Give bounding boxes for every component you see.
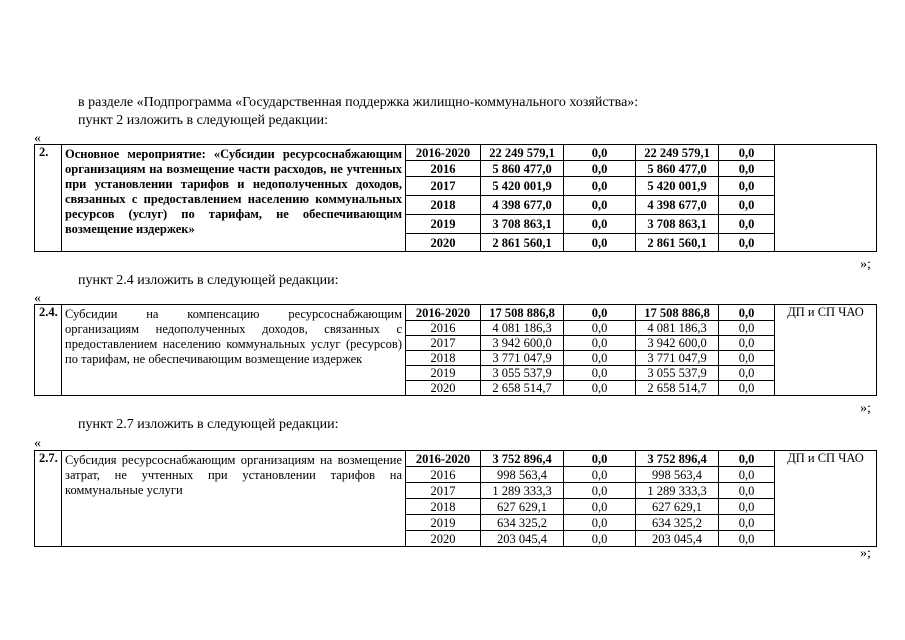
value-cell: 0,0 <box>719 381 775 396</box>
total-cell: 203 045,4 <box>481 531 564 547</box>
item-description: Основное мероприятие: «Субсидии ресурсоснабжающим организациям на возмещение части расходов, не учтенных при установлении тарифов и недополученных доходов, связанных с предоставлением населению коммунальных ресурсов (услуг) по тарифам, не обеспечивающим возмещение издержек» <box>62 145 406 252</box>
year-cell: 2020 <box>406 531 481 547</box>
value-cell: 0,0 <box>719 321 775 336</box>
year-cell: 2018 <box>406 499 481 515</box>
value-cell: 0,0 <box>719 366 775 381</box>
value-cell: 998 563,4 <box>636 467 719 483</box>
year-cell: 2018 <box>406 196 481 215</box>
value-cell: 203 045,4 <box>636 531 719 547</box>
value-cell: 0,0 <box>719 161 775 177</box>
value-cell: 1 289 333,3 <box>636 483 719 499</box>
year-cell: 2020 <box>406 234 481 252</box>
total-cell: 2 861 560,1 <box>481 234 564 252</box>
table-row <box>35 305 877 321</box>
total-cell: 5 420 001,9 <box>481 177 564 196</box>
value-cell: 0,0 <box>719 305 775 321</box>
total-cell: 3 771 047,9 <box>481 351 564 366</box>
year-cell: 2016-2020 <box>406 145 481 161</box>
value-cell: 0,0 <box>564 196 636 215</box>
value-cell: 4 081 186,3 <box>636 321 719 336</box>
amendment-table-2-4 <box>34 304 877 396</box>
value-cell: 3 752 896,4 <box>636 451 719 467</box>
value-cell: 3 771 047,9 <box>636 351 719 366</box>
year-cell: 2017 <box>406 177 481 196</box>
value-cell: 627 629,1 <box>636 499 719 515</box>
value-cell: 0,0 <box>719 196 775 215</box>
total-cell: 4 398 677,0 <box>481 196 564 215</box>
value-cell: 2 658 514,7 <box>636 381 719 396</box>
value-cell: 0,0 <box>719 351 775 366</box>
year-cell: 2016 <box>406 467 481 483</box>
value-cell: 0,0 <box>564 177 636 196</box>
value-cell: 0,0 <box>564 215 636 234</box>
year-cell: 2019 <box>406 515 481 531</box>
value-cell: 5 860 477,0 <box>636 161 719 177</box>
value-cell: 0,0 <box>719 483 775 499</box>
value-cell: 0,0 <box>564 351 636 366</box>
value-cell: 0,0 <box>564 381 636 396</box>
item-description: Субсидия ресурсоснабжающим организациям на возмещение затрат, не учтенных при установлении тарифов на коммунальные услуги <box>62 451 406 547</box>
responsible-cell: ДП и СП ЧАО <box>775 451 877 547</box>
total-cell: 3 942 600,0 <box>481 336 564 351</box>
value-cell: 0,0 <box>564 366 636 381</box>
item-number: 2.7. <box>35 451 62 547</box>
total-cell: 22 249 579,1 <box>481 145 564 161</box>
year-cell: 2017 <box>406 483 481 499</box>
item-number: 2.4. <box>35 305 62 396</box>
total-cell: 3 752 896,4 <box>481 451 564 467</box>
value-cell: 5 420 001,9 <box>636 177 719 196</box>
year-cell: 2016 <box>406 321 481 336</box>
total-cell: 17 508 886,8 <box>481 305 564 321</box>
value-cell: 0,0 <box>564 161 636 177</box>
value-cell: 0,0 <box>564 145 636 161</box>
responsible-cell <box>775 145 877 252</box>
item-number: 2. <box>35 145 62 252</box>
total-cell: 2 658 514,7 <box>481 381 564 396</box>
value-cell: 0,0 <box>564 336 636 351</box>
total-cell: 4 081 186,3 <box>481 321 564 336</box>
section-heading: пункт 2 изложить в следующей редакции: <box>78 113 328 128</box>
value-cell: 0,0 <box>564 305 636 321</box>
value-cell: 0,0 <box>719 177 775 196</box>
value-cell: 634 325,2 <box>636 515 719 531</box>
value-cell: 3 942 600,0 <box>636 336 719 351</box>
item-description: Субсидии на компенсацию ресурсоснабжающим организациям недополученных доходов, связанных с предоставлением населению коммунальных услуг (ресурсов) по тарифам, не обеспечивающим возмещение издержек <box>62 305 406 396</box>
total-cell: 3 055 537,9 <box>481 366 564 381</box>
value-cell: 0,0 <box>719 499 775 515</box>
value-cell: 0,0 <box>564 467 636 483</box>
value-cell: 0,0 <box>719 467 775 483</box>
value-cell: 0,0 <box>719 215 775 234</box>
year-cell: 2016-2020 <box>406 451 481 467</box>
total-cell: 3 708 863,1 <box>481 215 564 234</box>
amendment-table-2 <box>34 144 877 252</box>
value-cell: 0,0 <box>719 531 775 547</box>
value-cell: 0,0 <box>564 234 636 252</box>
close-quote: »; <box>860 401 871 416</box>
value-cell: 0,0 <box>719 451 775 467</box>
value-cell: 0,0 <box>719 234 775 252</box>
close-quote: »; <box>860 257 871 272</box>
table-row <box>35 145 877 161</box>
value-cell: 2 861 560,1 <box>636 234 719 252</box>
value-cell: 0,0 <box>719 515 775 531</box>
value-cell: 0,0 <box>564 531 636 547</box>
section-heading: пункт 2.4 изложить в следующей редакции: <box>78 273 339 288</box>
total-cell: 998 563,4 <box>481 467 564 483</box>
value-cell: 0,0 <box>719 145 775 161</box>
amendment-table-2-7 <box>34 450 877 547</box>
section-heading: пункт 2.7 изложить в следующей редакции: <box>78 417 339 432</box>
value-cell: 3 055 537,9 <box>636 366 719 381</box>
total-cell: 627 629,1 <box>481 499 564 515</box>
open-quote: « <box>34 291 41 306</box>
value-cell: 0,0 <box>564 483 636 499</box>
year-cell: 2017 <box>406 336 481 351</box>
year-cell: 2018 <box>406 351 481 366</box>
year-cell: 2019 <box>406 366 481 381</box>
total-cell: 634 325,2 <box>481 515 564 531</box>
intro-line: в разделе «Подпрограмма «Государственная поддержка жилищно-коммунального хозяйства»: <box>78 95 639 110</box>
open-quote: « <box>34 131 41 146</box>
value-cell: 22 249 579,1 <box>636 145 719 161</box>
value-cell: 4 398 677,0 <box>636 196 719 215</box>
value-cell: 0,0 <box>564 499 636 515</box>
value-cell: 0,0 <box>564 451 636 467</box>
close-quote: »; <box>860 546 871 561</box>
responsible-cell: ДП и СП ЧАО <box>775 305 877 396</box>
value-cell: 17 508 886,8 <box>636 305 719 321</box>
value-cell: 0,0 <box>564 321 636 336</box>
open-quote: « <box>34 436 41 451</box>
value-cell: 3 708 863,1 <box>636 215 719 234</box>
total-cell: 1 289 333,3 <box>481 483 564 499</box>
year-cell: 2019 <box>406 215 481 234</box>
year-cell: 2020 <box>406 381 481 396</box>
table-row <box>35 451 877 467</box>
value-cell: 0,0 <box>564 515 636 531</box>
value-cell: 0,0 <box>719 336 775 351</box>
total-cell: 5 860 477,0 <box>481 161 564 177</box>
year-cell: 2016-2020 <box>406 305 481 321</box>
year-cell: 2016 <box>406 161 481 177</box>
